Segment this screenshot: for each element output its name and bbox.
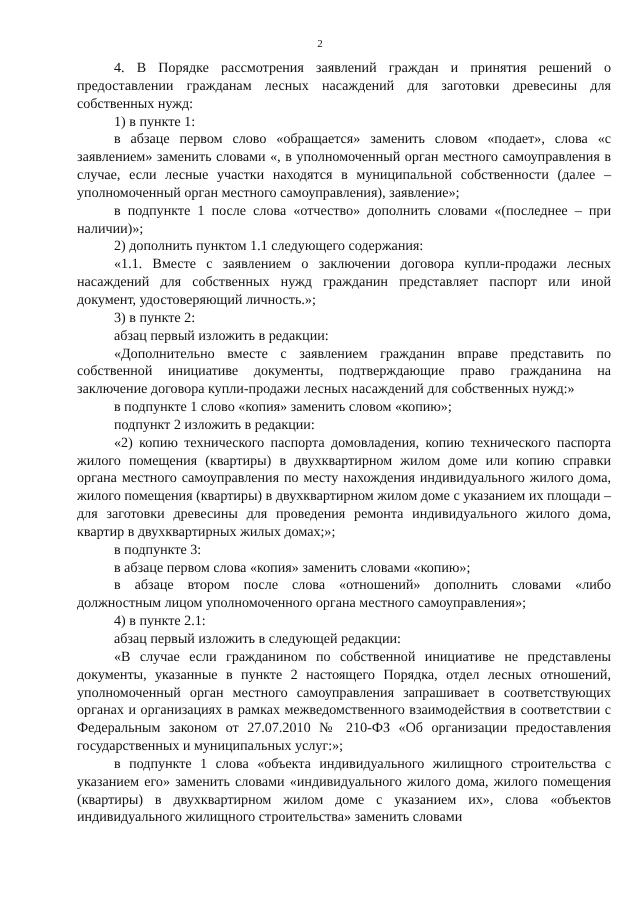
paragraph-5: 2) дополнить пунктом 1.1 следующего содержания:	[114, 238, 424, 255]
paragraph-8: абзац первый изложить в редакции:	[114, 327, 329, 344]
paragraph-11: подпункт 2 изложить в редакции:	[114, 416, 315, 433]
paragraph-18: «В случае если гражданином по собственной инициативе не представлены документы, указанные в пункте 2 настоящего Порядка, отдел лесных отношений, уполномоченный орган местного самоуправления запрашивает в соответствующих органах и организациях в рамках межведомственного взаимодействия в соответствии с Федеральным законом от 27.07.2010 № 210-ФЗ «Об организации предоставления государственных и муниципальных услуг:»;	[77, 648, 611, 755]
paragraph-7: 3) в пункте 2:	[114, 309, 196, 326]
paragraph-15: в абзаце втором после слова «отношений» дополнить словами «либо должностным лицом уполномоченного органа местного самоуправления»;	[77, 577, 611, 612]
paragraph-12: «2) копию технического паспорта домовладения, копию технического паспорта жилого помещения (квартиры) в двухквартирном жилом доме или копию справки органа местного самоуправления по месту нахождения индивидуального жилого дома, жилого помещения (квартиры) в двухквартирном жилом доме с указанием их площади – для заготовки древесины для проведения ремонта индивидуального жилого дома, квартир в двухквартирных жилых домах;»;	[77, 434, 611, 540]
page-number: 2	[317, 38, 323, 50]
paragraph-10: в подпункте 1 слово «копия» заменить словом «копию»;	[114, 399, 452, 416]
paragraph-17: абзац первый изложить в следующей редакции:	[114, 631, 401, 647]
paragraph-4: в подпункте 1 после слова «отчество» дополнить словами «(последнее – при наличии)»;	[77, 202, 611, 237]
paragraph-13: в подпункте 3:	[114, 541, 202, 558]
paragraph-14: в абзаце первом слова «копия» заменить словами «копию»;	[114, 559, 471, 576]
document-body	[77, 60, 611, 827]
paragraph-6: «1.1. Вместе с заявлением о заключении договора купли-продажи лесных насаждений для собственных нужд гражданин представляет паспорт или иной документ, удостоверяющий личность.»;	[77, 256, 611, 308]
paragraph-1: 4. В Порядке рассмотрения заявлений граждан и принятия решений о предоставлении гражданам лесных насаждений для заготовки древесины для собственных нужд:	[77, 60, 611, 112]
paragraph-16: 4) в пункте 2.1:	[114, 613, 206, 630]
paragraph-2: 1) в пункте 1:	[114, 113, 196, 130]
paragraph-19: в подпункте 1 слова «объекта индивидуального жилищного строительства с указанием его» заменить словами «индивидуального жилого дома, жилого помещения (квартиры) в двухквартирном жилом доме с указанием их», слова «объектов индивидуального жилищного строительства» заменить словами	[77, 755, 611, 826]
paragraph-9: «Дополнительно вместе с заявлением гражданин вправе представить по собственной инициативе документы, подтверждающие право гражданина на заключение договора купли-продажи лесных насаждений для собственных нужд:»	[77, 345, 611, 398]
paragraph-3: в абзаце первом слово «обращается» заменить словом «подает», слова «с заявлением» заменить словами «, в уполномоченный орган местного самоуправления в случае, если лесные участки находятся в муниципальной собственности (далее – уполномоченный орган местного самоуправления), заявление»;	[77, 131, 611, 201]
